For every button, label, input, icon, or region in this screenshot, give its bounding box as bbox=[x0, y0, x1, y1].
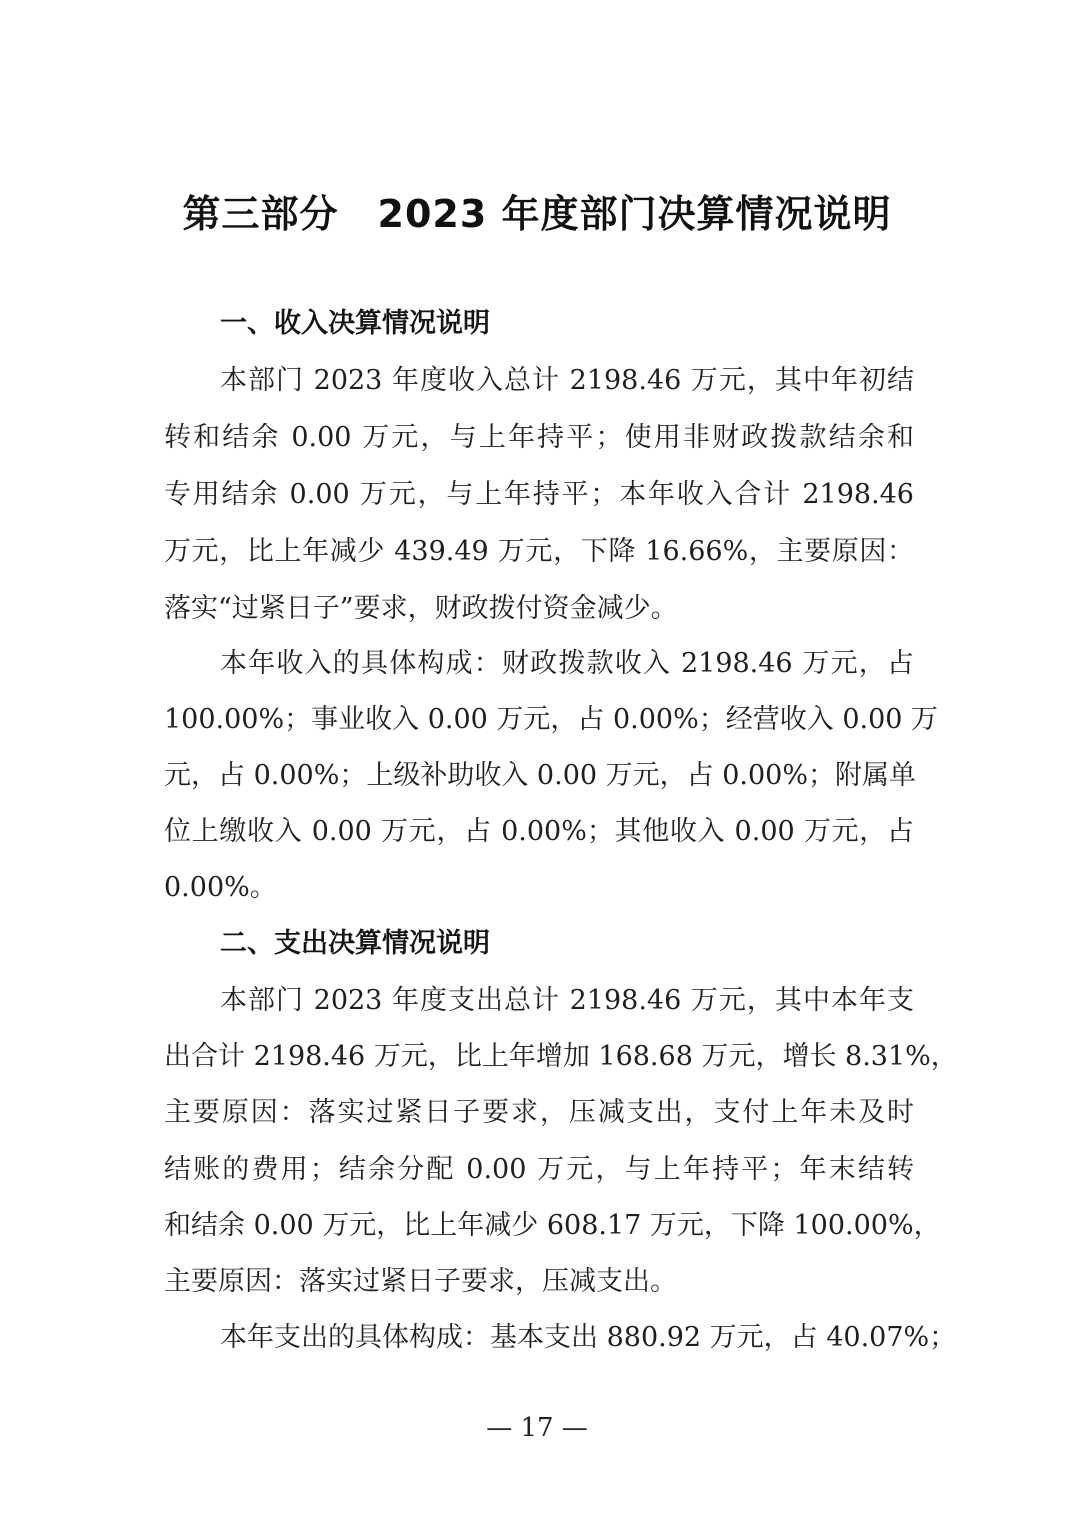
page-number: — 17 — bbox=[486, 1413, 588, 1443]
section-heading-expenditure: 二、支出决算情况说明 bbox=[220, 928, 490, 959]
paragraph-line: 落实“过紧日子”要求，财政拨付资金减少。 bbox=[164, 593, 678, 624]
paragraph-line: 转和结余 0.00 万元，与上年持平；使用非财政拨款结余和 bbox=[164, 422, 914, 453]
paragraph-line: 元，占 0.00%；上级补助收入 0.00 万元，占 0.00%；附属单 bbox=[164, 760, 916, 791]
paragraph-line: 专用结余 0.00 万元，与上年持平；本年收入合计 2198.46 bbox=[164, 479, 914, 510]
section-heading-income: 一、收入决算情况说明 bbox=[220, 308, 490, 339]
paragraph-line: 主要原因：落实过紧日子要求，压减支出。 bbox=[164, 1266, 677, 1297]
paragraph-line: 0.00%。 bbox=[164, 872, 277, 903]
paragraph-line: 本部门 2023 年度收入总计 2198.46 万元，其中年初结 bbox=[220, 365, 914, 396]
paragraph-line: 结账的费用；结余分配 0.00 万元，与上年持平；年末结转 bbox=[164, 1154, 914, 1185]
paragraph-line: 本年收入的具体构成：财政拨款收入 2198.46 万元，占 bbox=[220, 648, 914, 679]
paragraph-line: 100.00%；事业收入 0.00 万元，占 0.00%；经营收入 0.00 万 bbox=[164, 704, 939, 735]
paragraph-line: 主要原因：落实过紧日子要求，压减支出，支付上年未及时 bbox=[164, 1097, 914, 1128]
paragraph-line: 本部门 2023 年度支出总计 2198.46 万元，其中本年支 bbox=[220, 985, 914, 1016]
paragraph-line: 本年支出的具体构成：基本支出 880.92 万元，占 40.07%； bbox=[220, 1322, 957, 1353]
page-title: 第三部分 2023 年度部门决算情况说明 bbox=[182, 192, 892, 236]
paragraph-line: 出合计 2198.46 万元，比上年增加 168.68 万元，增长 8.31%， bbox=[164, 1041, 958, 1072]
paragraph-line: 位上缴收入 0.00 万元，占 0.00%；其他收入 0.00 万元，占 bbox=[164, 816, 914, 847]
paragraph-line: 和结余 0.00 万元，比上年减少 608.17 万元，下降 100.00%， bbox=[164, 1210, 941, 1241]
paragraph-line: 万元，比上年减少 439.49 万元，下降 16.66%，主要原因： bbox=[164, 536, 914, 567]
